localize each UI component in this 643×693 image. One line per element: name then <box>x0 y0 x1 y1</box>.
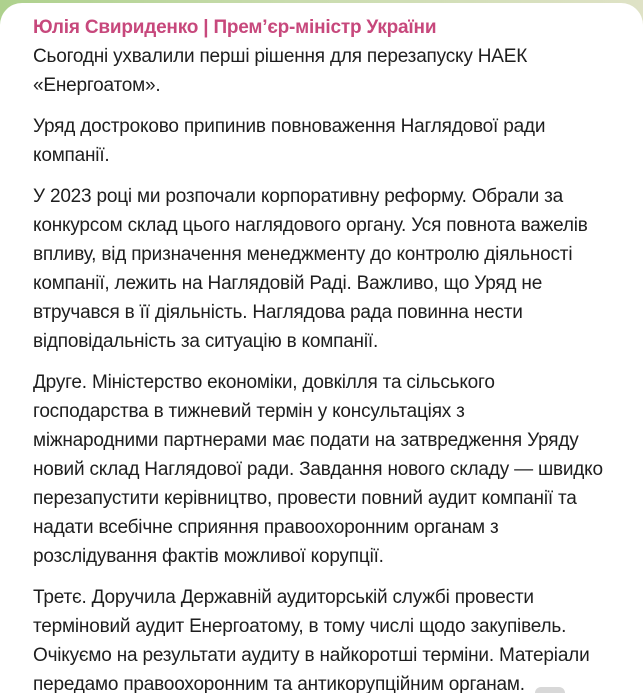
cropped-element-below <box>535 687 565 693</box>
message-line: втручався в її діяльність. Наглядова рада повинна нести <box>33 302 523 323</box>
message-line: передамо правоохоронним та антикорупційним органам. <box>33 674 525 693</box>
message-line: впливу, від призначення менеджменту до контролю діяльності <box>33 244 573 265</box>
message-line: Третє. Доручила Державній аудиторській службі провести <box>33 587 534 608</box>
message-line: перезапустити керівництво, провести повний аудит компанії та <box>33 488 577 509</box>
message-line: відповідальність за ситуацію в компанії. <box>33 331 379 352</box>
message-text <box>33 42 633 693</box>
message-paragraph <box>33 42 633 100</box>
message-line: Сьогодні ухвалили перші рішення для перезапуску НАЕК <box>33 46 528 67</box>
message-line: компанії, лежить на Наглядовій Раді. Важливо, що Уряд не <box>33 273 543 294</box>
message-line: міжнародними партнерами має подати на затвредження Уряду <box>33 430 579 451</box>
message-line: Очікуємо на результати аудиту в найкоротші терміни. Матеріали <box>33 645 590 666</box>
message-line: терміновий аудит Енергоатому, в тому числі щодо закупівель. <box>33 616 567 637</box>
message-line: господарства в тижневий термін у консультаціях з <box>33 401 465 422</box>
message-line: розслідування фактів можливої корупції. <box>33 546 384 567</box>
message-paragraph <box>33 368 633 571</box>
channel-title[interactable]: Юлія Свириденко | Прем’єр-міністр України <box>33 17 437 38</box>
message-paragraph <box>33 112 633 170</box>
message-line: У 2023 році ми розпочали корпоративну реформу. Обрали за <box>33 186 563 207</box>
message-line: «Енергоатом». <box>33 75 161 96</box>
message-line: Уряд достроково припинив повноваження Наглядової ради <box>33 116 546 137</box>
message-line: компанії. <box>33 145 110 166</box>
message-line: конкурсом склад цього наглядового органу. Уся повнота важелів <box>33 215 588 236</box>
message-line: новий склад Наглядової ради. Завдання нового складу — швидко <box>33 459 603 480</box>
message-line: Друге. Міністерство економіки, довкілля та сільського <box>33 372 495 393</box>
message-paragraph <box>33 182 633 356</box>
message-paragraph <box>33 583 633 693</box>
message-bubble <box>0 3 643 693</box>
message-line: надати всебічне сприяння правоохоронним органам з <box>33 517 499 538</box>
